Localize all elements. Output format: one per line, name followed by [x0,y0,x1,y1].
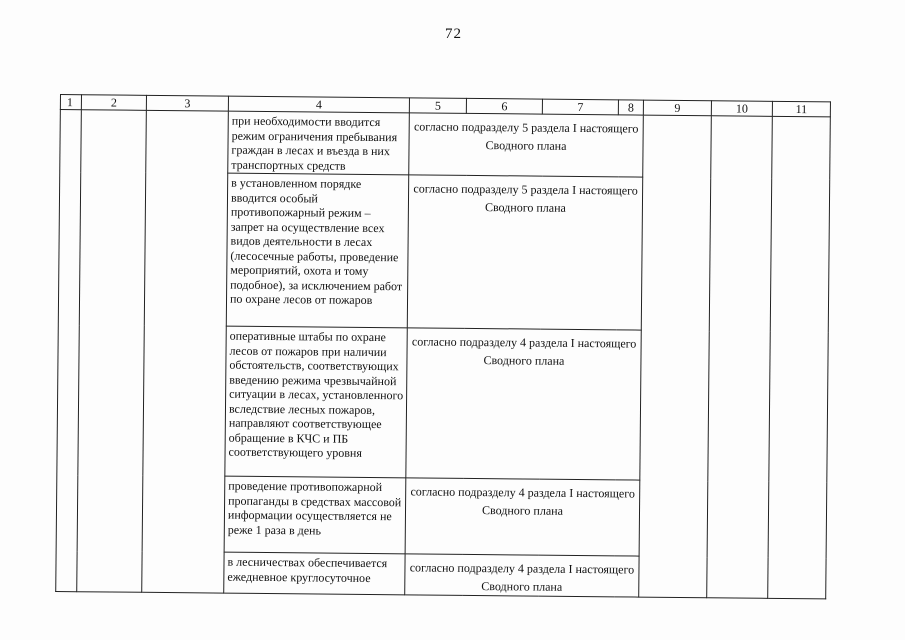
header-col-7: 7 [542,99,618,115]
row-1-description-text: при необходимости вводится режим ограничения пребывания граждан в лесах и въезда в них транспортных средств [231,113,398,173]
header-col-11: 11 [772,101,830,117]
row-5-description [224,552,405,595]
header-col-3: 3 [146,95,228,111]
header-col-10: 10 [711,101,772,117]
col-10-cell [707,116,773,599]
row-3-description [225,326,407,478]
row-3-description-text: оперативные штабы по охране лесов от пожаров при наличии обстоятельств, соответствующих введению режима чрезвычайной ситуации в лесах, установленного вследствие лесных пожаров, направляют соответствующее обращение в КЧС и ПБ соответствующего уровня [228,328,404,460]
row-5-reference: согласно подразделу 4 раздела I настоящего Сводного плана [405,554,639,597]
row-4-reference: согласно подразделу 4 раздела I настоящего Сводного плана [405,478,640,556]
header-col-9: 9 [643,100,711,116]
col-9-cell [639,115,712,598]
row-2-description [226,173,408,328]
row-5-description-text: в лесничествах обеспечивается ежедневное круглосуточное [227,554,388,585]
header-col-4: 4 [228,96,409,113]
row-2-reference: согласно подразделу 5 раздела I настоящего Сводного плана [407,175,642,330]
header-col-1: 1 [60,95,81,110]
row-4-description-text: проведение противопожарной пропаганды в средствах массовой информации осуществляется не реже 1 раза в день [227,478,402,538]
plan-table [55,94,831,599]
row-1-description [228,111,410,175]
row-1-reference: согласно подразделу 5 раздела I настоящего Сводного плана [409,113,644,177]
header-col-2: 2 [81,95,146,111]
header-col-8: 8 [618,100,643,115]
col-3-cell [142,110,229,593]
row-2-description-text: в установленном порядке вводится особый противопожарный режим – запрет на осуществление всех видов деятельности в лесах (лесосечные работы, проведение мероприятий, охота и тому подобное), за исключением работ по охране лесов от пожаров [229,175,403,308]
page-number: 72 [445,26,462,42]
col-11-cell [768,116,831,599]
row-4-description [224,476,406,554]
header-col-5: 5 [409,98,466,114]
col-2-cell [77,110,147,593]
document-scan [55,94,832,613]
header-col-6: 6 [466,98,542,114]
row-3-reference: согласно подразделу 4 раздела I настоящего Сводного плана [406,328,641,480]
table-row [60,110,831,179]
